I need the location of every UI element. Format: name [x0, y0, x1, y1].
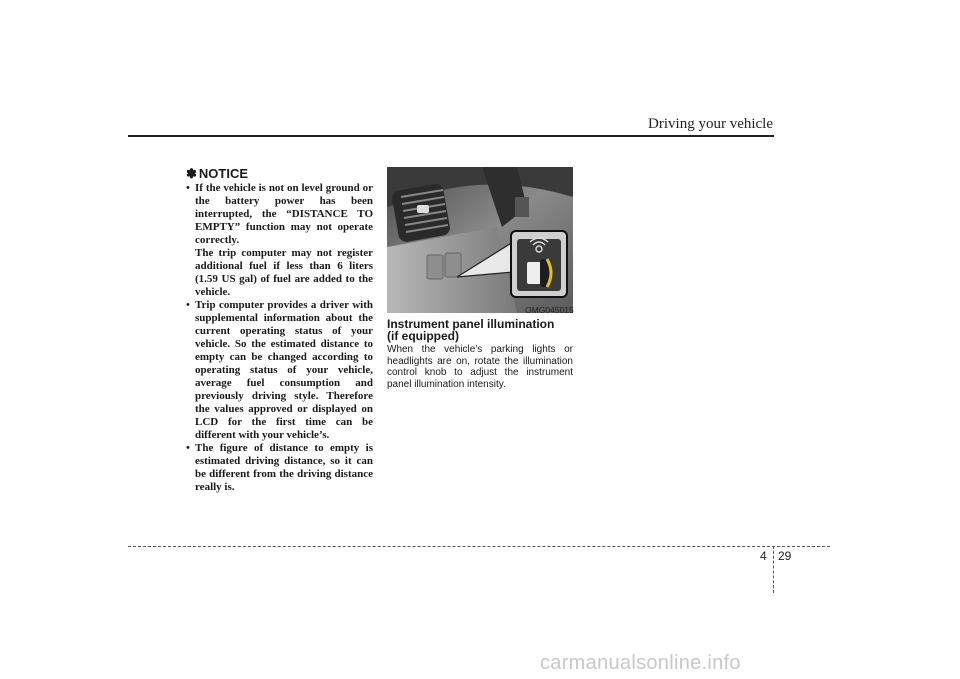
notice-paragraph: The trip computer may not register additional fuel if less than 6 liters (1.59 US gal) of fuel are added to the vehicle.: [195, 247, 373, 298]
notice-item: [186, 442, 373, 494]
bullet: •: [186, 299, 190, 311]
dashboard-illustration: [387, 167, 573, 313]
notice-heading: [186, 166, 373, 181]
notice-heading-text: NOTICE: [198, 166, 249, 181]
notice-box: [186, 166, 373, 494]
section-body: When the vehicle’s parking lights or headlights are on, rotate the illumination control knob to adjust the instrument panel illumination intensity.: [387, 344, 573, 390]
section-title-line: Instrument panel illumination: [387, 317, 555, 331]
notice-paragraph: Trip computer provides a driver with supplemental information about the current operating status of your vehicle. So the estimated distance to empty can be changed according to operating status of your vehicle, average fuel consumption and previously driving style. Therefore the values approved or displayed on LCD for the first time can be different with your vehicle’s.: [195, 299, 373, 441]
bullet: •: [186, 182, 190, 194]
bullet: •: [186, 442, 190, 454]
section-title-line: (if equipped): [387, 329, 459, 343]
illumination-knob-inset: [511, 231, 567, 297]
footer-rule: [128, 546, 830, 547]
dashboard-photo: [387, 167, 573, 313]
figure-caption: OMG045015: [525, 305, 574, 315]
header-rule: [128, 135, 774, 137]
page-number: 29: [778, 549, 792, 563]
section-title: [387, 318, 573, 342]
notice-item-text: [195, 299, 373, 442]
notice-star-icon: ✽: [186, 166, 197, 181]
footer-divider: [773, 546, 774, 593]
notice-item-text: [195, 442, 373, 494]
watermark: carmanualsonline.info: [540, 652, 741, 674]
notice-item-text: [195, 182, 373, 299]
notice-paragraph: If the vehicle is not on level ground or the battery power has been interrupted, the “DISTANCE TO EMPTY” function may not operate correctly.: [195, 182, 373, 246]
notice-item: [186, 299, 373, 442]
header-title: Driving your vehicle: [648, 116, 773, 132]
chapter-number: 4: [760, 549, 767, 563]
air-vent: [391, 183, 451, 243]
notice-item: [186, 182, 373, 299]
notice-paragraph: The figure of distance to empty is estimated driving distance, so it can be different from the driving distance really is.: [195, 442, 373, 493]
